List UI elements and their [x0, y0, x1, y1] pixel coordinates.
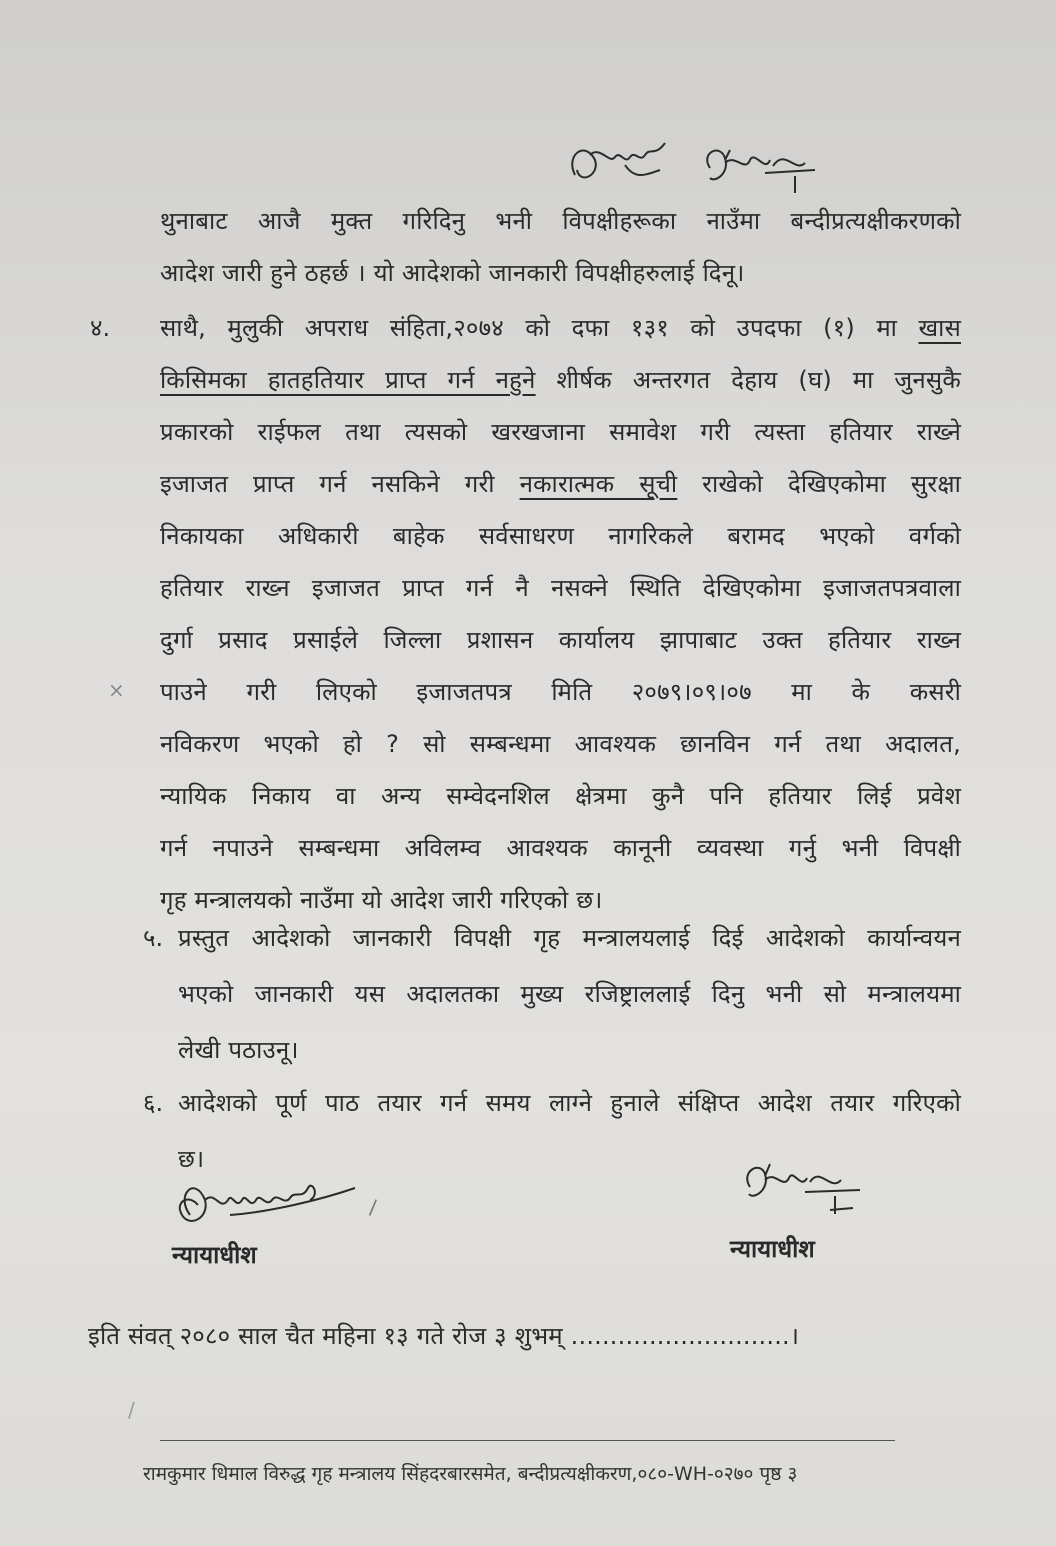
footer-rule	[160, 1440, 895, 1441]
text-span: शीर्षक अन्तरगत देहाय (घ) मा जुनसुकै	[535, 366, 961, 394]
text-line: आदेशको पूर्ण पाठ तयार गर्न समय लाग्ने हुनाले संक्षिप्त आदेश तयार गरिएको	[178, 1089, 961, 1117]
underlined-text: नकारात्मक सूची	[519, 470, 678, 498]
text-line	[160, 354, 961, 406]
right-judge-signature	[735, 1152, 865, 1227]
underlined-text: खास	[918, 314, 961, 342]
top-signature-right	[695, 138, 820, 203]
text-line: गृह मन्त्रालयको नाउँमा यो आदेश जारी गरिएको छ।	[160, 886, 603, 914]
text-line: भएको जानकारी यस अदालतका मुख्य रजिष्ट्राललाई दिनु भनी सो मन्त्रालयमा	[178, 980, 961, 1008]
text-line: प्रस्तुत आदेशको जानकारी विपक्षी गृह मन्त्रालयलाई दिई आदेशको कार्यान्वयन	[178, 924, 961, 952]
text-line: दुर्गा प्रसाद प्रसाईले जिल्ला प्रशासन कार्यालय झापाबाट उक्त हतियार राख्न	[160, 626, 961, 654]
text-line: थुनाबाट आजै मुक्त गरिदिनु भनी विपक्षीहरूका नाउँमा बन्दीप्रत्यक्षीकरणको	[160, 207, 961, 235]
footer-text: रामकुमार धिमाल विरुद्ध गृह मन्त्रालय सिंहदरबारसमेत, बन्दीप्रत्यक्षीकरण,०८०-WH-०२७० पृष्ठ ३	[143, 1463, 798, 1485]
text-line: आदेश जारी हुने ठहर्छ । यो आदेशको जानकारी विपक्षीहरुलाई दिनू।	[160, 259, 745, 287]
right-judge-title: न्यायाधीश	[730, 1235, 815, 1263]
text-line: नविकरण भएको हो ? सो सम्बन्धमा आवश्यक छानविन गर्न तथा अदालत,	[160, 730, 961, 758]
text-line	[160, 458, 961, 510]
text-span: इजाजत प्राप्त गर्न नसकिने गरी	[160, 470, 520, 498]
top-signature-left	[565, 135, 675, 195]
text-line: हतियार राख्न इजाजत प्राप्त गर्न नै नसक्ने स्थिति देखिएकोमा इजाजतपत्रवाला	[160, 574, 961, 602]
text-line: न्यायिक निकाय वा अन्य सम्वेदनशिल क्षेत्रमा कुनै पनि हतियार लिई प्रवेश	[160, 782, 961, 810]
left-judge-signature	[170, 1170, 360, 1240]
item-number: ४.	[90, 314, 111, 342]
text-line	[160, 302, 961, 354]
text-line: छ।	[178, 1145, 205, 1173]
stray-mark: /	[128, 1398, 135, 1422]
item-number: ६.	[143, 1089, 164, 1117]
text-line: निकायका अधिकारी बाहेक सर्वसाधरण नागरिकले बरामद भएको वर्गको	[160, 522, 961, 550]
text-line: लेखी पठाउनू।	[178, 1036, 299, 1064]
stray-mark: \	[363, 1195, 384, 1219]
left-judge-title: न्यायाधीश	[172, 1241, 257, 1269]
closing-line: इति संवत् २०८० साल चैत महिना १३ गते रोज ३ शुभम् ............................।	[88, 1322, 800, 1350]
text-span: साथै, मुलुकी अपराध संहिता,२०७४ को दफा १३१ को उपदफा (१) मा	[160, 314, 919, 342]
item-number: ५.	[143, 924, 164, 952]
text-span: राखेको देखिएकोमा सुरक्षा	[677, 470, 962, 498]
text-line: प्रकारको राईफल तथा त्यसको खरखजाना समावेश गरी त्यस्ता हतियार राख्ने	[160, 418, 961, 446]
text-line: पाउने गरी लिएको इजाजतपत्र मिति २०७९।०९।०७ मा के कसरी	[160, 678, 961, 706]
underlined-text: किसिमका हातहतियार प्राप्त गर्न नहुने	[160, 366, 536, 394]
stray-mark: ×	[108, 678, 125, 702]
text-line: गर्न नपाउने सम्बन्धमा अविलम्व आवश्यक कानूनी व्यवस्था गर्नु भनी विपक्षी	[160, 834, 961, 862]
